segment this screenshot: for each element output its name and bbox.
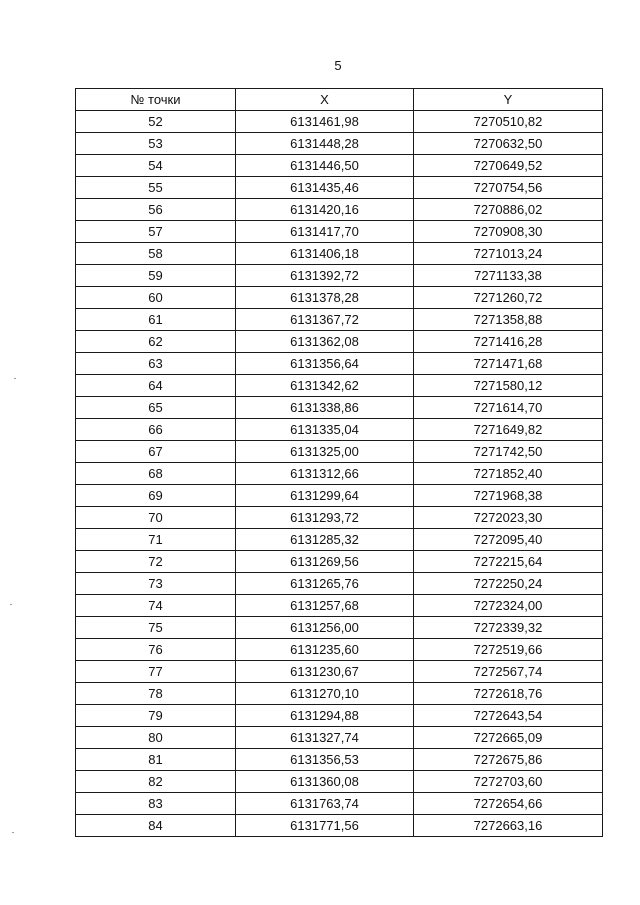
cell-y: 7270632,50 — [414, 133, 603, 155]
cell-y: 7271260,72 — [414, 287, 603, 309]
table-row — [76, 771, 603, 793]
table-row — [76, 221, 603, 243]
table-row — [76, 639, 603, 661]
cell-x: 6131257,68 — [236, 595, 414, 617]
cell-x: 6131230,67 — [236, 661, 414, 683]
cell-x: 6131771,56 — [236, 815, 414, 837]
header-x: X — [236, 89, 414, 111]
cell-point-number: 56 — [76, 199, 236, 221]
table-row — [76, 529, 603, 551]
cell-x: 6131362,08 — [236, 331, 414, 353]
cell-point-number: 65 — [76, 397, 236, 419]
cell-y: 7270908,30 — [414, 221, 603, 243]
coordinates-table — [75, 88, 603, 837]
cell-y: 7270510,82 — [414, 111, 603, 133]
table-row — [76, 727, 603, 749]
cell-point-number: 75 — [76, 617, 236, 639]
cell-x: 6131294,88 — [236, 705, 414, 727]
table-row — [76, 111, 603, 133]
cell-y: 7272567,74 — [414, 661, 603, 683]
table-row — [76, 661, 603, 683]
cell-point-number: 68 — [76, 463, 236, 485]
cell-x: 6131392,72 — [236, 265, 414, 287]
header-point-number: № точки — [76, 89, 236, 111]
table-row — [76, 793, 603, 815]
table-row — [76, 375, 603, 397]
table-row — [76, 551, 603, 573]
cell-y: 7272324,00 — [414, 595, 603, 617]
cell-y: 7271742,50 — [414, 441, 603, 463]
cell-x: 6131356,64 — [236, 353, 414, 375]
cell-x: 6131235,60 — [236, 639, 414, 661]
cell-point-number: 52 — [76, 111, 236, 133]
table-row — [76, 705, 603, 727]
cell-y: 7271416,28 — [414, 331, 603, 353]
cell-y: 7272519,66 — [414, 639, 603, 661]
cell-point-number: 69 — [76, 485, 236, 507]
table-row — [76, 309, 603, 331]
cell-y: 7271968,38 — [414, 485, 603, 507]
cell-y: 7271580,12 — [414, 375, 603, 397]
cell-y: 7272654,66 — [414, 793, 603, 815]
cell-x: 6131763,74 — [236, 793, 414, 815]
cell-y: 7272023,30 — [414, 507, 603, 529]
cell-x: 6131299,64 — [236, 485, 414, 507]
cell-y: 7272675,86 — [414, 749, 603, 771]
cell-y: 7272663,16 — [414, 815, 603, 837]
table-row — [76, 331, 603, 353]
cell-x: 6131406,18 — [236, 243, 414, 265]
cell-y: 7272643,54 — [414, 705, 603, 727]
table-row — [76, 749, 603, 771]
cell-point-number: 61 — [76, 309, 236, 331]
cell-point-number: 82 — [76, 771, 236, 793]
table-row — [76, 265, 603, 287]
table-body — [76, 111, 603, 837]
cell-x: 6131420,16 — [236, 199, 414, 221]
cell-x: 6131256,00 — [236, 617, 414, 639]
table-row — [76, 177, 603, 199]
cell-point-number: 53 — [76, 133, 236, 155]
table-row — [76, 815, 603, 837]
cell-y: 7272250,24 — [414, 573, 603, 595]
scan-speck — [12, 832, 14, 833]
cell-y: 7272703,60 — [414, 771, 603, 793]
cell-point-number: 71 — [76, 529, 236, 551]
cell-x: 6131461,98 — [236, 111, 414, 133]
cell-point-number: 55 — [76, 177, 236, 199]
cell-y: 7270886,02 — [414, 199, 603, 221]
cell-point-number: 59 — [76, 265, 236, 287]
table-row — [76, 199, 603, 221]
cell-point-number: 66 — [76, 419, 236, 441]
cell-point-number: 83 — [76, 793, 236, 815]
table-row — [76, 573, 603, 595]
cell-x: 6131448,28 — [236, 133, 414, 155]
cell-x: 6131367,72 — [236, 309, 414, 331]
page-number: 5 — [334, 58, 342, 73]
cell-point-number: 80 — [76, 727, 236, 749]
cell-x: 6131312,66 — [236, 463, 414, 485]
cell-y: 7272339,32 — [414, 617, 603, 639]
cell-x: 6131435,46 — [236, 177, 414, 199]
table-row — [76, 683, 603, 705]
scan-speck — [10, 604, 12, 605]
cell-point-number: 74 — [76, 595, 236, 617]
cell-y: 7272665,09 — [414, 727, 603, 749]
header-row — [76, 89, 603, 111]
cell-y: 7271013,24 — [414, 243, 603, 265]
cell-y: 7272215,64 — [414, 551, 603, 573]
cell-point-number: 60 — [76, 287, 236, 309]
cell-y: 7272618,76 — [414, 683, 603, 705]
cell-x: 6131378,28 — [236, 287, 414, 309]
cell-x: 6131338,86 — [236, 397, 414, 419]
table-row — [76, 595, 603, 617]
cell-x: 6131417,70 — [236, 221, 414, 243]
cell-point-number: 77 — [76, 661, 236, 683]
cell-x: 6131265,76 — [236, 573, 414, 595]
cell-y: 7271471,68 — [414, 353, 603, 375]
table-row — [76, 507, 603, 529]
cell-point-number: 54 — [76, 155, 236, 177]
cell-x: 6131285,32 — [236, 529, 414, 551]
cell-point-number: 64 — [76, 375, 236, 397]
table-row — [76, 133, 603, 155]
cell-point-number: 81 — [76, 749, 236, 771]
cell-y: 7271614,70 — [414, 397, 603, 419]
cell-point-number: 70 — [76, 507, 236, 529]
cell-x: 6131327,74 — [236, 727, 414, 749]
cell-x: 6131270,10 — [236, 683, 414, 705]
cell-y: 7271133,38 — [414, 265, 603, 287]
table-row — [76, 353, 603, 375]
cell-x: 6131360,08 — [236, 771, 414, 793]
cell-y: 7272095,40 — [414, 529, 603, 551]
scan-speck — [14, 378, 16, 379]
table-row — [76, 419, 603, 441]
cell-point-number: 62 — [76, 331, 236, 353]
table-row — [76, 155, 603, 177]
cell-y: 7271649,82 — [414, 419, 603, 441]
table-header — [76, 89, 603, 111]
cell-point-number: 67 — [76, 441, 236, 463]
table-row — [76, 617, 603, 639]
cell-point-number: 79 — [76, 705, 236, 727]
cell-point-number: 84 — [76, 815, 236, 837]
cell-x: 6131356,53 — [236, 749, 414, 771]
cell-point-number: 58 — [76, 243, 236, 265]
cell-y: 7271852,40 — [414, 463, 603, 485]
cell-x: 6131269,56 — [236, 551, 414, 573]
table-row — [76, 463, 603, 485]
cell-x: 6131342,62 — [236, 375, 414, 397]
cell-point-number: 57 — [76, 221, 236, 243]
cell-point-number: 72 — [76, 551, 236, 573]
cell-y: 7270754,56 — [414, 177, 603, 199]
cell-x: 6131335,04 — [236, 419, 414, 441]
cell-x: 6131325,00 — [236, 441, 414, 463]
table-row — [76, 397, 603, 419]
cell-point-number: 63 — [76, 353, 236, 375]
cell-x: 6131293,72 — [236, 507, 414, 529]
cell-point-number: 73 — [76, 573, 236, 595]
table-row — [76, 287, 603, 309]
table-row — [76, 441, 603, 463]
cell-y: 7270649,52 — [414, 155, 603, 177]
table-row — [76, 243, 603, 265]
cell-point-number: 76 — [76, 639, 236, 661]
table-row — [76, 485, 603, 507]
cell-x: 6131446,50 — [236, 155, 414, 177]
header-y: Y — [414, 89, 603, 111]
cell-point-number: 78 — [76, 683, 236, 705]
cell-y: 7271358,88 — [414, 309, 603, 331]
